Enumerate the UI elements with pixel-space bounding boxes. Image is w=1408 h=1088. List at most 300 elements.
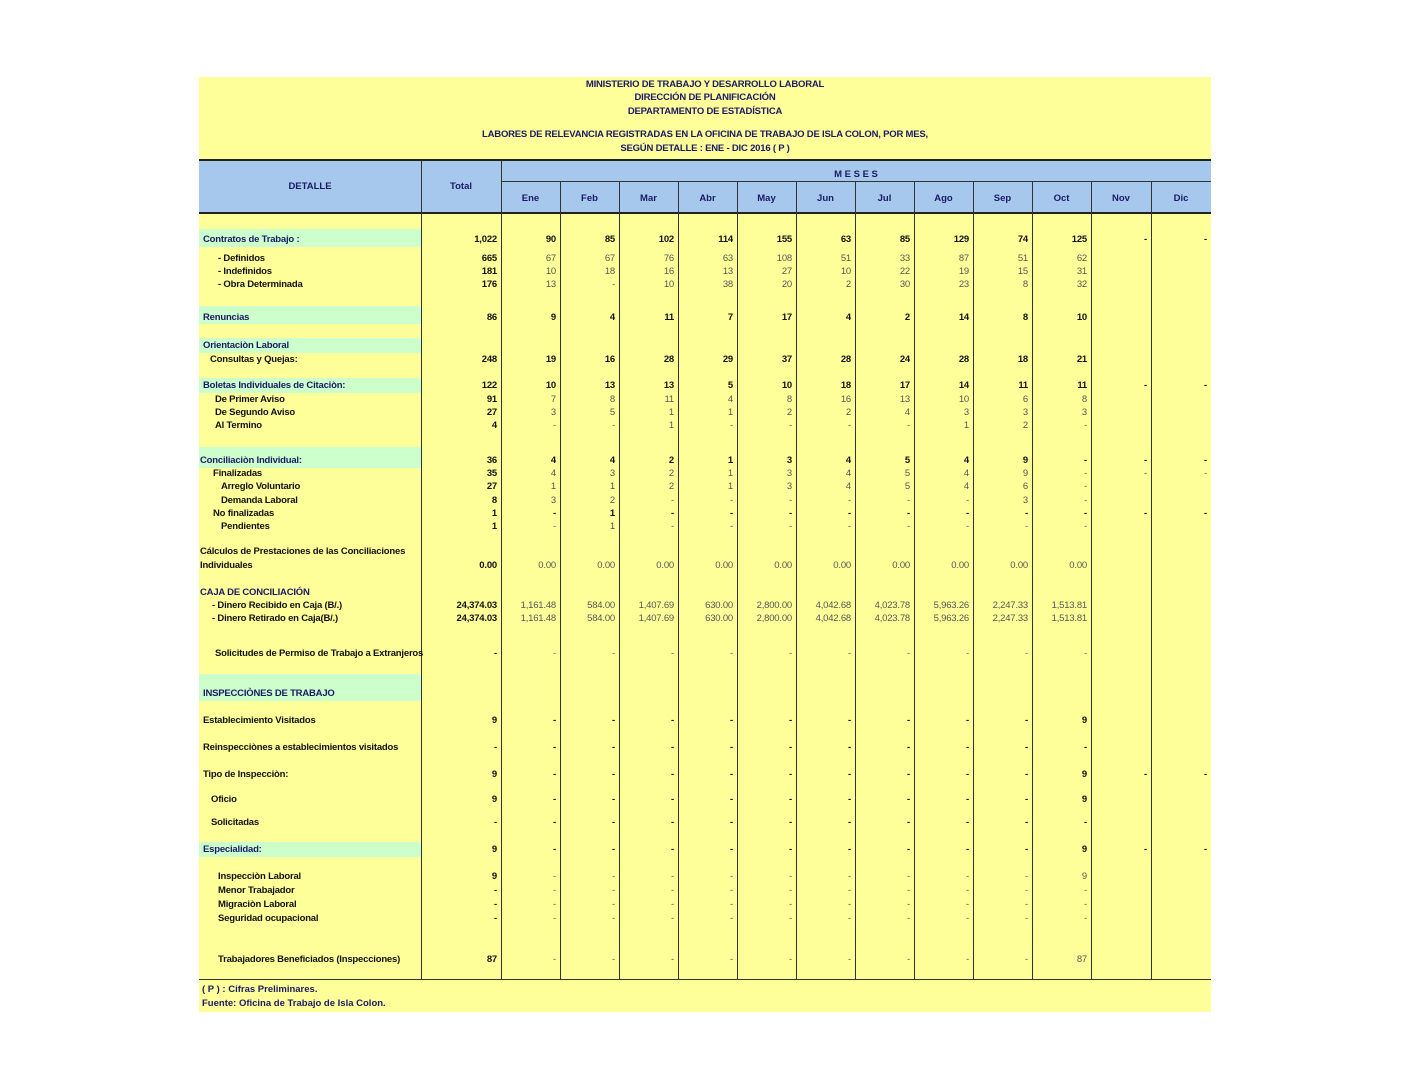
- row-cell-sep: 18: [1017, 354, 1028, 365]
- row-cell-ago: 14: [958, 380, 969, 391]
- row-total: 86: [486, 312, 497, 323]
- ministry-title: MINISTERIO DE TRABAJO Y DESARROLLO LABORAL: [585, 79, 825, 90]
- row-cell-nov: -: [1144, 508, 1147, 519]
- row-cell-dic: -: [1204, 769, 1207, 780]
- row-cell-mar: -: [671, 913, 674, 924]
- row-cell-ene: -: [553, 420, 556, 431]
- row-cell-sep: -: [1025, 648, 1028, 659]
- row-cell-mar: 0.00: [656, 560, 674, 571]
- row-cell-jul: 4: [904, 407, 910, 418]
- row-cell-oct: 9: [1081, 769, 1087, 780]
- row-cell-jul: 2: [904, 312, 910, 323]
- row-cell-mar: 102: [658, 234, 674, 245]
- row-label: Reinspecciònes a establecimientos visitados: [203, 742, 399, 753]
- row-cell-oct: 8: [1081, 394, 1087, 405]
- row-cell-feb: -: [612, 817, 615, 828]
- row-cell-ene: 4: [550, 468, 556, 479]
- row-cell-feb: 85: [604, 234, 615, 245]
- month-header-nov: Nov: [1112, 193, 1130, 204]
- row-total: 1: [491, 508, 497, 519]
- row-cell-jul: -: [907, 508, 910, 519]
- row-cell-jun: -: [848, 420, 851, 431]
- month-header-may: May: [757, 193, 776, 204]
- row-cell-jul: -: [907, 954, 910, 965]
- row-cell-jun: 51: [840, 253, 851, 264]
- row-cell-ago: -: [966, 521, 969, 532]
- row-cell-ene: -: [553, 769, 556, 780]
- row-cell-may: 3: [786, 481, 792, 492]
- row-cell-oct: -: [1084, 648, 1087, 659]
- row-total: -: [494, 648, 497, 659]
- row-total: 24,374.03: [456, 600, 497, 611]
- col-line: [737, 181, 738, 979]
- row-label: Establecimiento Visitados: [203, 715, 316, 726]
- row-cell-oct: -: [1084, 521, 1087, 532]
- row-cell-may: 27: [781, 266, 792, 277]
- row-cell-feb: 3: [609, 468, 615, 479]
- row-cell-jul: -: [907, 495, 910, 506]
- row-cell-mar: -: [671, 715, 674, 726]
- row-total: 248: [481, 354, 497, 365]
- row-cell-ago: 5,963.26: [933, 600, 969, 611]
- row-cell-abr: 38: [722, 279, 733, 290]
- row-cell-ago: 23: [958, 279, 969, 290]
- row-cell-may: 2: [786, 407, 792, 418]
- detalle-header: DETALLE: [288, 181, 332, 192]
- row-cell-ene: -: [553, 742, 556, 753]
- row-label: Menor Trabajador: [218, 885, 295, 896]
- month-header-ene: Ene: [521, 193, 540, 204]
- row-cell-sep: 8: [1022, 279, 1028, 290]
- row-cell-ene: 90: [545, 234, 556, 245]
- row-label: De Segundo Aviso: [215, 407, 296, 418]
- row-cell-abr: 29: [722, 354, 733, 365]
- row-label: Consultas y Quejas:: [210, 354, 298, 365]
- row-label: - Definidos: [218, 253, 265, 264]
- row-cell-abr: 5: [727, 380, 733, 391]
- row-cell-oct: 9: [1081, 794, 1087, 805]
- row-cell-ene: -: [553, 817, 556, 828]
- row-cell-jun: -: [848, 844, 851, 855]
- row-cell-mar: 2: [668, 468, 674, 479]
- row-cell-nov: -: [1144, 234, 1147, 245]
- row-cell-mar: -: [671, 844, 674, 855]
- row-cell-ago: -: [966, 844, 969, 855]
- row-cell-feb: 1: [609, 521, 615, 532]
- row-cell-may: -: [789, 954, 792, 965]
- row-cell-sep: 3: [1022, 407, 1028, 418]
- row-cell-ago: 129: [953, 234, 969, 245]
- row-cell-may: 2,800.00: [756, 613, 792, 624]
- row-cell-jul: -: [907, 521, 910, 532]
- row-cell-sep: -: [1025, 508, 1028, 519]
- row-cell-ago: -: [966, 913, 969, 924]
- row-cell-sep: 2,247.33: [992, 600, 1028, 611]
- row-cell-feb: 67: [604, 253, 615, 264]
- row-cell-dic: -: [1204, 380, 1207, 391]
- row-cell-may: -: [789, 715, 792, 726]
- row-cell-jul: 5: [904, 481, 910, 492]
- row-cell-may: 108: [776, 253, 792, 264]
- row-cell-abr: 1: [727, 481, 733, 492]
- row-cell-nov: -: [1144, 468, 1147, 479]
- row-cell-oct: 87: [1076, 954, 1087, 965]
- row-cell-ago: 28: [958, 354, 969, 365]
- row-label: Al Termino: [215, 420, 262, 431]
- row-total: 4: [491, 420, 497, 431]
- row-cell-jul: 4,023.78: [874, 613, 910, 624]
- row-cell-mar: 2: [668, 481, 674, 492]
- col-line: [619, 181, 620, 979]
- row-cell-may: 20: [781, 279, 792, 290]
- row-cell-mar: -: [671, 885, 674, 896]
- row-cell-oct: -: [1084, 742, 1087, 753]
- row-cell-ago: 19: [958, 266, 969, 277]
- rule-top: [199, 159, 1211, 161]
- row-cell-jul: -: [907, 715, 910, 726]
- row-total: 1: [491, 521, 497, 532]
- row-cell-abr: -: [730, 794, 733, 805]
- row-cell-jun: 2: [845, 279, 851, 290]
- row-cell-abr: 630.00: [705, 600, 733, 611]
- row-cell-oct: 32: [1076, 279, 1087, 290]
- row-cell-oct: -: [1084, 885, 1087, 896]
- row-total: 1,022: [474, 234, 497, 245]
- row-cell-jun: -: [848, 871, 851, 882]
- row-cell-ene: 3: [550, 407, 556, 418]
- row-cell-feb: 1: [609, 481, 615, 492]
- row-cell-may: 2,800.00: [756, 600, 792, 611]
- row-cell-jul: 33: [899, 253, 910, 264]
- row-cell-abr: -: [730, 715, 733, 726]
- row-cell-ene: 4: [550, 455, 556, 466]
- row-cell-ene: -: [553, 508, 556, 519]
- row-cell-feb: 13: [604, 380, 615, 391]
- row-label: Arreglo Voluntario: [221, 481, 301, 492]
- row-cell-mar: -: [671, 899, 674, 910]
- row-total: 24,374.03: [456, 613, 497, 624]
- row-label: Finalizadas: [213, 468, 263, 479]
- row-cell-ene: -: [553, 913, 556, 924]
- row-cell-abr: -: [730, 648, 733, 659]
- row-cell-oct: -: [1084, 468, 1087, 479]
- row-total: 35: [486, 468, 497, 479]
- row-total: 122: [481, 380, 497, 391]
- row-cell-may: 3: [786, 455, 792, 466]
- row-cell-mar: -: [671, 648, 674, 659]
- row-cell-jun: 28: [840, 354, 851, 365]
- row-cell-jun: -: [848, 715, 851, 726]
- row-label: - Dinero Recibido en Caja (B/.): [212, 600, 342, 611]
- row-cell-jul: -: [907, 899, 910, 910]
- rule-months: [501, 181, 1211, 182]
- row-cell-sep: 3: [1022, 495, 1028, 506]
- row-cell-may: 10: [781, 380, 792, 391]
- row-cell-may: -: [789, 913, 792, 924]
- row-cell-dic: -: [1204, 234, 1207, 245]
- row-cell-mar: -: [671, 742, 674, 753]
- row-cell-feb: -: [612, 954, 615, 965]
- row-cell-ene: 0.00: [538, 560, 556, 571]
- row-cell-jun: -: [848, 817, 851, 828]
- row-cell-ene: 1: [550, 481, 556, 492]
- row-cell-oct: -: [1084, 495, 1087, 506]
- row-cell-jun: 4: [845, 455, 851, 466]
- row-cell-may: -: [789, 508, 792, 519]
- row-cell-abr: -: [730, 495, 733, 506]
- row-cell-mar: -: [671, 508, 674, 519]
- row-cell-feb: -: [612, 279, 615, 290]
- row-cell-may: -: [789, 885, 792, 896]
- col-line: [1091, 181, 1092, 979]
- row-cell-may: -: [789, 495, 792, 506]
- row-cell-ene: 13: [545, 279, 556, 290]
- row-cell-abr: 0.00: [715, 560, 733, 571]
- row-cell-abr: -: [730, 913, 733, 924]
- row-cell-may: -: [789, 871, 792, 882]
- row-cell-ene: -: [553, 794, 556, 805]
- row-cell-mar: 76: [663, 253, 674, 264]
- row-cell-abr: 63: [722, 253, 733, 264]
- row-cell-oct: -: [1084, 899, 1087, 910]
- row-cell-nov: -: [1144, 769, 1147, 780]
- row-cell-abr: -: [730, 521, 733, 532]
- row-cell-feb: 2: [609, 495, 615, 506]
- row-cell-feb: -: [612, 885, 615, 896]
- row-label: No finalizadas: [213, 508, 275, 519]
- row-total: 9: [491, 794, 497, 805]
- col-line: [914, 181, 915, 979]
- row-cell-sep: 74: [1017, 234, 1028, 245]
- row-cell-feb: -: [612, 769, 615, 780]
- row-cell-jul: 5: [904, 468, 910, 479]
- row-cell-oct: 31: [1076, 266, 1087, 277]
- row-total: -: [494, 899, 497, 910]
- row-cell-ene: -: [553, 899, 556, 910]
- row-cell-ago: -: [966, 648, 969, 659]
- row-cell-oct: 11: [1077, 380, 1087, 391]
- row-cell-sep: -: [1025, 742, 1028, 753]
- col-line: [560, 181, 561, 979]
- row-label: Pendientes: [221, 521, 270, 532]
- row-cell-jun: 0.00: [833, 560, 851, 571]
- row-total: 27: [486, 407, 497, 418]
- row-cell-feb: 4: [609, 455, 615, 466]
- row-cell-may: -: [789, 844, 792, 855]
- row-label: Renuncias: [203, 312, 250, 323]
- row-cell-feb: -: [612, 715, 615, 726]
- row-cell-ago: -: [966, 871, 969, 882]
- row-total: 8: [491, 495, 497, 506]
- preliminary-note: ( P ) : Cifras Preliminares.: [202, 984, 318, 995]
- meses-header: M E S E S: [834, 169, 878, 180]
- row-cell-may: -: [789, 794, 792, 805]
- row-total: 0.00: [479, 560, 497, 571]
- month-header-oct: Oct: [1053, 193, 1070, 204]
- total-header: Total: [450, 181, 472, 192]
- row-cell-abr: -: [730, 954, 733, 965]
- row-cell-ago: -: [966, 885, 969, 896]
- row-cell-jul: -: [907, 817, 910, 828]
- col-line: [973, 181, 974, 979]
- row-cell-feb: -: [612, 913, 615, 924]
- row-cell-dic: -: [1204, 508, 1207, 519]
- row-cell-abr: -: [730, 742, 733, 753]
- row-cell-may: 37: [781, 354, 792, 365]
- row-cell-feb: 5: [609, 407, 615, 418]
- row-cell-abr: 1: [727, 455, 733, 466]
- row-cell-ago: 14: [958, 312, 969, 323]
- rule-header-bottom: [199, 212, 1211, 214]
- row-label: Tipo de Inspecciòn:: [203, 769, 289, 780]
- row-cell-jul: 85: [899, 234, 910, 245]
- row-cell-jun: 10: [840, 266, 851, 277]
- row-label: CAJA DE CONCILIACIÓN: [200, 587, 310, 598]
- month-header-sep: Sep: [993, 193, 1012, 204]
- row-cell-mar: -: [671, 817, 674, 828]
- row-cell-ene: 1,161.48: [520, 600, 556, 611]
- row-cell-sep: -: [1025, 794, 1028, 805]
- row-cell-oct: -: [1084, 481, 1087, 492]
- col-line: [855, 181, 856, 979]
- row-total: 9: [491, 871, 497, 882]
- row-cell-ene: 9: [550, 312, 556, 323]
- row-cell-ene: 7: [550, 394, 556, 405]
- row-cell-sep: 2,247.33: [992, 613, 1028, 624]
- row-cell-abr: -: [730, 844, 733, 855]
- row-cell-may: -: [789, 521, 792, 532]
- row-total: 27: [486, 481, 497, 492]
- month-header-abr: Abr: [699, 193, 716, 204]
- row-cell-oct: 9: [1081, 715, 1087, 726]
- row-cell-feb: 0.00: [597, 560, 615, 571]
- row-label: Inspecciòn Laboral: [218, 871, 301, 882]
- row-label: Orientaciòn Laboral: [203, 340, 289, 351]
- row-cell-sep: 0.00: [1010, 560, 1028, 571]
- row-cell-ene: 67: [545, 253, 556, 264]
- row-cell-jun: 18: [840, 380, 851, 391]
- row-cell-sep: -: [1025, 899, 1028, 910]
- row-total: -: [494, 913, 497, 924]
- row-label: Migraciòn Laboral: [218, 899, 297, 910]
- row-cell-sep: -: [1025, 844, 1028, 855]
- row-cell-jun: 4,042.68: [815, 613, 851, 624]
- row-cell-ago: -: [966, 495, 969, 506]
- row-cell-oct: -: [1084, 508, 1087, 519]
- row-label: Seguridad ocupacional: [218, 913, 319, 924]
- row-cell-jun: -: [848, 794, 851, 805]
- row-total: -: [494, 742, 497, 753]
- row-cell-ene: -: [553, 844, 556, 855]
- row-cell-feb: -: [612, 844, 615, 855]
- row-cell-jul: -: [907, 885, 910, 896]
- row-cell-mar: 1: [668, 420, 674, 431]
- source-note: Fuente: Oficina de Trabajo de Isla Colon.: [202, 998, 386, 1009]
- month-header-mar: Mar: [640, 193, 657, 204]
- row-cell-oct: 1,513.81: [1051, 600, 1087, 611]
- row-cell-jun: -: [848, 885, 851, 896]
- row-label: INSPECCIÒNES DE TRABAJO: [203, 688, 335, 699]
- row-cell-jul: -: [907, 420, 910, 431]
- row-cell-jul: 22: [899, 266, 910, 277]
- row-cell-oct: 10: [1076, 312, 1087, 323]
- col-line: [678, 181, 679, 979]
- row-cell-dic: -: [1204, 844, 1207, 855]
- row-cell-feb: 18: [604, 266, 615, 277]
- row-cell-nov: -: [1144, 455, 1147, 466]
- row-cell-ago: -: [966, 954, 969, 965]
- row-cell-jun: 16: [840, 394, 851, 405]
- col-line: [1151, 181, 1152, 979]
- row-cell-oct: 0.00: [1069, 560, 1087, 571]
- row-cell-may: -: [789, 420, 792, 431]
- row-cell-mar: 1: [668, 407, 674, 418]
- row-cell-feb: 584.00: [587, 613, 615, 624]
- row-cell-jul: -: [907, 742, 910, 753]
- row-cell-ene: -: [553, 954, 556, 965]
- row-cell-may: -: [789, 899, 792, 910]
- row-cell-jul: 17: [899, 380, 910, 391]
- row-cell-jul: 30: [899, 279, 910, 290]
- row-cell-sep: -: [1025, 817, 1028, 828]
- row-label: Oficio: [211, 794, 237, 805]
- col-line: [1032, 181, 1033, 979]
- row-cell-oct: 9: [1081, 871, 1087, 882]
- row-cell-abr: -: [730, 420, 733, 431]
- row-cell-sep: -: [1025, 521, 1028, 532]
- row-cell-mar: 2: [668, 455, 674, 466]
- row-cell-mar: 10: [663, 279, 674, 290]
- row-cell-ago: -: [966, 769, 969, 780]
- row-cell-jun: -: [848, 913, 851, 924]
- row-cell-jul: 0.00: [892, 560, 910, 571]
- row-total: 91: [486, 394, 497, 405]
- row-cell-ago: 1: [963, 420, 969, 431]
- report-title: LABORES DE RELEVANCIA REGISTRADAS EN LA OFICINA DE TRABAJO DE ISLA COLON, POR MES,: [482, 129, 928, 140]
- row-cell-jun: 4: [845, 312, 851, 323]
- row-cell-jul: -: [907, 844, 910, 855]
- row-total: -: [494, 817, 497, 828]
- row-cell-jun: 4: [845, 468, 851, 479]
- row-cell-ago: 4: [963, 455, 969, 466]
- row-cell-ene: -: [553, 521, 556, 532]
- row-cell-ene: 19: [545, 354, 556, 365]
- row-cell-ene: 10: [545, 380, 556, 391]
- row-cell-ago: 5,963.26: [933, 613, 969, 624]
- row-cell-mar: -: [671, 954, 674, 965]
- row-label: Boletas Individuales de Citaciòn:: [203, 380, 346, 391]
- row-cell-may: -: [789, 769, 792, 780]
- row-cell-feb: -: [612, 794, 615, 805]
- row-cell-abr: -: [730, 885, 733, 896]
- row-cell-ene: -: [553, 871, 556, 882]
- row-cell-mar: -: [671, 495, 674, 506]
- row-total: 181: [481, 266, 497, 277]
- row-cell-jun: -: [848, 954, 851, 965]
- rule-bottom: [199, 979, 1211, 980]
- row-total: 9: [491, 715, 497, 726]
- row-cell-jun: -: [848, 899, 851, 910]
- row-cell-abr: 1: [727, 407, 733, 418]
- row-cell-dic: -: [1204, 468, 1207, 479]
- row-total: 665: [481, 253, 497, 264]
- row-label: - Indefinidos: [218, 266, 272, 277]
- row-cell-ago: -: [966, 508, 969, 519]
- row-cell-feb: 4: [609, 312, 615, 323]
- row-cell-mar: 1,407.69: [638, 613, 674, 624]
- month-header-dic: Dic: [1173, 193, 1189, 204]
- row-cell-ago: -: [966, 899, 969, 910]
